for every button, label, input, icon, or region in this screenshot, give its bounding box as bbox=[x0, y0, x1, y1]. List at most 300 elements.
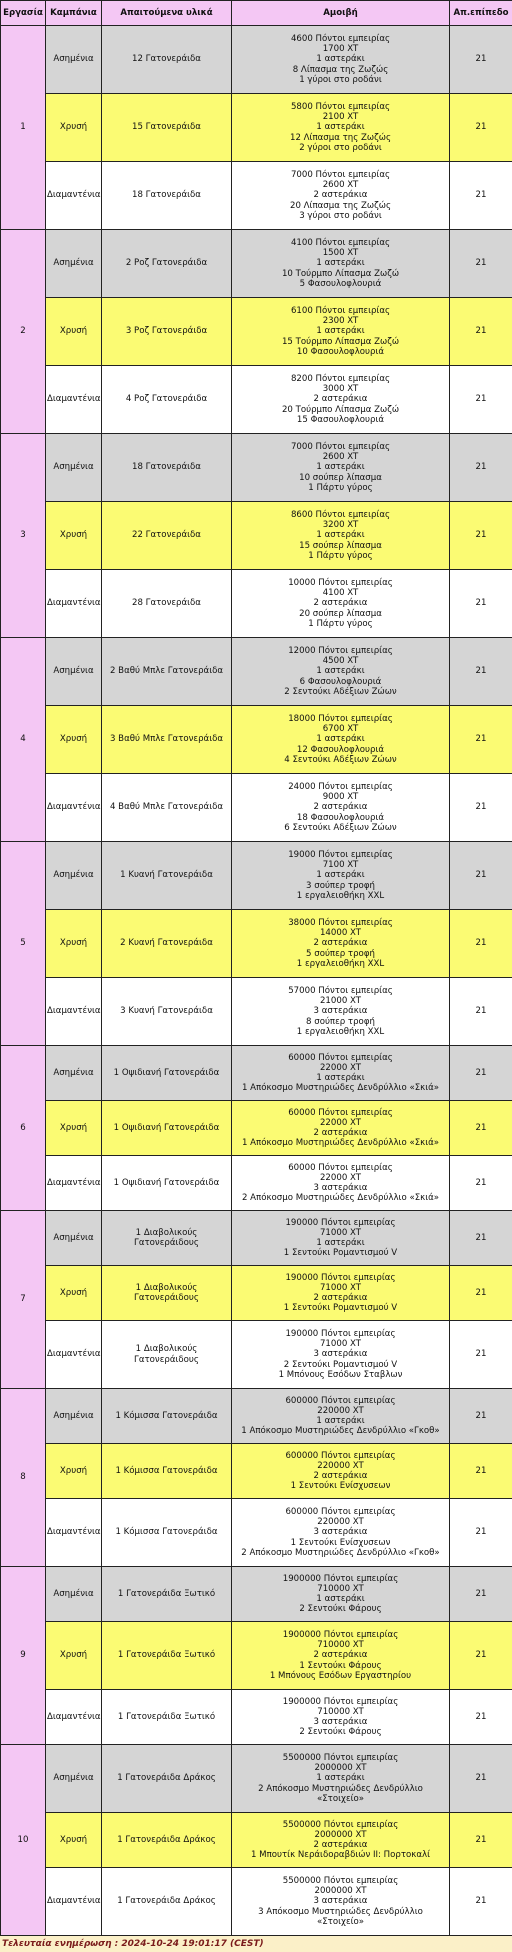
reward-line: 38000 Πόντοι εμπειρίας bbox=[233, 918, 448, 928]
table-row bbox=[1, 1622, 512, 1690]
reward-line: 710000 XT bbox=[233, 1707, 448, 1717]
level-cell: 21 bbox=[450, 366, 512, 434]
header-row bbox=[1, 1, 512, 26]
reward-line: 60000 Πόντοι εμπειρίας bbox=[233, 1108, 448, 1118]
reward-line: 5 σούπερ τροφή bbox=[233, 949, 448, 959]
table-row bbox=[1, 1444, 512, 1499]
reward-line: 2 αστεράκια bbox=[233, 394, 448, 404]
level-cell: 21 bbox=[450, 638, 512, 706]
reward-cell bbox=[232, 1389, 450, 1444]
reward-cell bbox=[232, 230, 450, 298]
header-campaign: Καμπάνια bbox=[46, 1, 102, 26]
reward-cell bbox=[232, 1622, 450, 1690]
reward-line: 8 σούπερ τροφή bbox=[233, 1017, 448, 1027]
reward-line: 1 αστεράκι bbox=[233, 54, 448, 64]
task-number: 6 bbox=[1, 1046, 46, 1211]
reward-line: 2 Απόκοσμο Μυστηριώδες Δενδρύλλιο «Σκιά» bbox=[233, 1193, 448, 1203]
reward-cell bbox=[232, 366, 450, 434]
campaign-cell: Χρυσή bbox=[46, 1622, 102, 1690]
reward-line: 3 αστεράκια bbox=[233, 1527, 448, 1537]
reward-line: 1 Σεντούκι Φάρους bbox=[233, 1661, 448, 1671]
campaign-cell: Ασημένια bbox=[46, 26, 102, 94]
reward-line: 6100 Πόντοι εμπειρίας bbox=[233, 306, 448, 316]
campaign-cell: Χρυσή bbox=[46, 1101, 102, 1156]
table-row bbox=[1, 1321, 512, 1389]
reward-cell bbox=[232, 502, 450, 570]
reward-line: 1 αστεράκι bbox=[233, 462, 448, 472]
reward-line: 60000 Πόντοι εμπειρίας bbox=[233, 1163, 448, 1173]
reward-cell bbox=[232, 1266, 450, 1321]
campaign-cell: Ασημένια bbox=[46, 842, 102, 910]
reward-line: 1 αστεράκι bbox=[233, 1416, 448, 1426]
reward-line: 1 Σεντούκι Ρομαντισμού V bbox=[233, 1248, 448, 1258]
table-row bbox=[1, 706, 512, 774]
table-row bbox=[1, 1690, 512, 1745]
materials-cell: 18 Γατονεράιδα bbox=[102, 434, 232, 502]
reward-line: 10 Φασουλοφλουριά bbox=[233, 347, 448, 357]
reward-line: 6 Σεντούκι Αδέξιων Ζώων bbox=[233, 823, 448, 833]
reward-line: 220000 XT bbox=[233, 1461, 448, 1471]
reward-line: 6 Φασουλοφλουριά bbox=[233, 677, 448, 687]
reward-line: 190000 Πόντοι εμπειρίας bbox=[233, 1273, 448, 1283]
materials-cell: 1 Γατονεράιδα Ξωτικό bbox=[102, 1622, 232, 1690]
task-number: 7 bbox=[1, 1211, 46, 1389]
materials-cell: 12 Γατονεράιδα bbox=[102, 26, 232, 94]
campaign-cell: Ασημένια bbox=[46, 638, 102, 706]
reward-line: 1900000 Πόντοι εμπειρίας bbox=[233, 1697, 448, 1707]
level-cell: 21 bbox=[450, 1745, 512, 1813]
campaign-cell: Χρυσή bbox=[46, 1813, 102, 1868]
reward-line: 10 σούπερ λίπασμα bbox=[233, 473, 448, 483]
reward-line: 710000 XT bbox=[233, 1584, 448, 1594]
reward-line: 4 Σεντούκι Αδέξιων Ζώων bbox=[233, 755, 448, 765]
reward-line: 1900000 Πόντοι εμπειρίας bbox=[233, 1574, 448, 1584]
reward-line: 7100 XT bbox=[233, 860, 448, 870]
header-reward: Αμοιβή bbox=[232, 1, 450, 26]
reward-line: 5500000 Πόντοι εμπειρίας bbox=[233, 1876, 448, 1886]
reward-line: 600000 Πόντοι εμπειρίας bbox=[233, 1396, 448, 1406]
reward-cell bbox=[232, 1813, 450, 1868]
reward-line: 1 αστεράκι bbox=[233, 870, 448, 880]
reward-cell bbox=[232, 774, 450, 842]
reward-line: 18 Φασουλοφλουριά bbox=[233, 813, 448, 823]
reward-line: 600000 Πόντοι εμπειρίας bbox=[233, 1507, 448, 1517]
reward-line: 15 Τούρμπο Λίπασμα Ζωζώ bbox=[233, 337, 448, 347]
campaign-cell: Διαμαντένια bbox=[46, 978, 102, 1046]
quest-table-body bbox=[1, 26, 512, 1936]
reward-line: 2 Σεντούκι Ρομαντισμού V bbox=[233, 1360, 448, 1370]
reward-line: 1 Σεντούκι Ενίσχυσεων bbox=[233, 1481, 448, 1491]
materials-cell: 1 Γατονεράιδα Δράκος bbox=[102, 1868, 232, 1936]
task-number: 1 bbox=[1, 26, 46, 230]
table-row bbox=[1, 1567, 512, 1622]
level-cell: 21 bbox=[450, 1321, 512, 1389]
campaign-cell: Διαμαντένια bbox=[46, 1868, 102, 1936]
table-row bbox=[1, 1868, 512, 1936]
task-number: 5 bbox=[1, 842, 46, 1046]
materials-cell: 1 Γατονεράιδα Ξωτικό bbox=[102, 1690, 232, 1745]
materials-cell: 1 Διαβολικούς Γατονεράιδους bbox=[102, 1211, 232, 1266]
level-cell: 21 bbox=[450, 1499, 512, 1567]
level-cell: 21 bbox=[450, 1156, 512, 1211]
task-number: 4 bbox=[1, 638, 46, 842]
level-cell: 21 bbox=[450, 1567, 512, 1622]
materials-cell: 1 Κόμισσα Γατονεράιδα bbox=[102, 1444, 232, 1499]
reward-cell bbox=[232, 978, 450, 1046]
reward-cell bbox=[232, 1444, 450, 1499]
level-cell: 21 bbox=[450, 842, 512, 910]
reward-line: 1 Μπόνους Εσόδων Σταβλων bbox=[233, 1370, 448, 1380]
table-row bbox=[1, 1745, 512, 1813]
task-number: 10 bbox=[1, 1745, 46, 1936]
reward-line: 3 Απόκοσμο Μυστηριώδες Δενδρύλλιο bbox=[233, 1907, 448, 1917]
reward-line: 1 Απόκοσμο Μυστηριώδες Δενδρύλλιο «Σκιά» bbox=[233, 1138, 448, 1148]
level-cell: 21 bbox=[450, 26, 512, 94]
last-updated: Τελευταία ενημέρωση : 2024-10-24 19:01:17 (CEST) bbox=[0, 1936, 512, 1952]
table-row bbox=[1, 1101, 512, 1156]
reward-cell bbox=[232, 842, 450, 910]
materials-cell: 1 Διαβολικούς Γατονεράιδους bbox=[102, 1266, 232, 1321]
materials-cell: 3 Βαθύ Μπλε Γατονεράιδα bbox=[102, 706, 232, 774]
reward-line: 5500000 Πόντοι εμπειρίας bbox=[233, 1753, 448, 1763]
reward-cell bbox=[232, 570, 450, 638]
level-cell: 21 bbox=[450, 1046, 512, 1101]
reward-line: 2 γύροι στο ροδάνι bbox=[233, 143, 448, 153]
level-cell: 21 bbox=[450, 774, 512, 842]
reward-line: 22000 XT bbox=[233, 1063, 448, 1073]
reward-line: 1500 XT bbox=[233, 248, 448, 258]
materials-cell: 1 Διαβολικούς Γατονεράιδους bbox=[102, 1321, 232, 1389]
materials-cell: 18 Γατονεράιδα bbox=[102, 162, 232, 230]
reward-line: 4600 Πόντοι εμπειρίας bbox=[233, 34, 448, 44]
reward-line: 20 σούπερ λίπασμα bbox=[233, 609, 448, 619]
table-row bbox=[1, 638, 512, 706]
reward-line: 15 σούπερ λίπασμα bbox=[233, 541, 448, 551]
reward-line: 1 αστεράκι bbox=[233, 734, 448, 744]
campaign-cell: Χρυσή bbox=[46, 910, 102, 978]
table-row bbox=[1, 842, 512, 910]
table-row bbox=[1, 502, 512, 570]
reward-line: 1 αστεράκι bbox=[233, 122, 448, 132]
campaign-cell: Ασημένια bbox=[46, 230, 102, 298]
level-cell: 21 bbox=[450, 1444, 512, 1499]
reward-line: 1 αστεράκι bbox=[233, 666, 448, 676]
level-cell: 21 bbox=[450, 1266, 512, 1321]
level-cell: 21 bbox=[450, 978, 512, 1046]
table-row bbox=[1, 570, 512, 638]
reward-line: 2000000 XT bbox=[233, 1763, 448, 1773]
reward-line: 3 αστεράκια bbox=[233, 1006, 448, 1016]
reward-line: 20 Τούρμπο Λίπασμα Ζωζώ bbox=[233, 405, 448, 415]
reward-line: 8 Λίπασμα της Ζωζώς bbox=[233, 65, 448, 75]
reward-line: 1 Μπόνους Εσόδων Εργαστηρίου bbox=[233, 1671, 448, 1681]
header-task: Εργασία bbox=[1, 1, 46, 26]
level-cell: 21 bbox=[450, 1813, 512, 1868]
table-row bbox=[1, 434, 512, 502]
table-row bbox=[1, 910, 512, 978]
reward-cell bbox=[232, 1690, 450, 1745]
reward-line: 3000 XT bbox=[233, 384, 448, 394]
reward-line: 12 Λίπασμα της Ζωζώς bbox=[233, 133, 448, 143]
materials-cell: 1 Κόμισσα Γατονεράιδα bbox=[102, 1389, 232, 1444]
reward-line: 2000000 XT bbox=[233, 1830, 448, 1840]
reward-line: 7000 Πόντοι εμπειρίας bbox=[233, 170, 448, 180]
reward-line: 1 Πάρτυ γύρος bbox=[233, 551, 448, 561]
reward-line: «Στοιχείο» bbox=[233, 1917, 448, 1927]
campaign-cell: Χρυσή bbox=[46, 502, 102, 570]
reward-line: 19000 Πόντοι εμπειρίας bbox=[233, 850, 448, 860]
level-cell: 21 bbox=[450, 502, 512, 570]
reward-line: 1 Μπουτίκ Νεράιδοραβδιών ΙΙ: Πορτοκαλί bbox=[233, 1850, 448, 1860]
materials-cell: 1 Γατονεράιδα Δράκος bbox=[102, 1813, 232, 1868]
reward-line: 220000 XT bbox=[233, 1517, 448, 1527]
reward-line: 2 Απόκοσμο Μυστηριώδες Δενδρύλλιο bbox=[233, 1784, 448, 1794]
reward-cell bbox=[232, 298, 450, 366]
reward-line: 10000 Πόντοι εμπειρίας bbox=[233, 578, 448, 588]
reward-line: 2 αστεράκια bbox=[233, 1293, 448, 1303]
reward-line: 2000000 XT bbox=[233, 1886, 448, 1896]
reward-line: 12000 Πόντοι εμπειρίας bbox=[233, 646, 448, 656]
reward-line: 8600 Πόντοι εμπειρίας bbox=[233, 510, 448, 520]
reward-line: 2 Σεντούκι Φάρους bbox=[233, 1604, 448, 1614]
campaign-cell: Ασημένια bbox=[46, 1567, 102, 1622]
task-number: 8 bbox=[1, 1389, 46, 1567]
reward-line: 2600 XT bbox=[233, 452, 448, 462]
reward-cell bbox=[232, 1745, 450, 1813]
campaign-cell: Ασημένια bbox=[46, 1745, 102, 1813]
reward-line: 71000 XT bbox=[233, 1339, 448, 1349]
level-cell: 21 bbox=[450, 1868, 512, 1936]
reward-line: 3200 XT bbox=[233, 520, 448, 530]
materials-cell: 1 Γατονεράιδα Ξωτικό bbox=[102, 1567, 232, 1622]
reward-line: 2600 XT bbox=[233, 180, 448, 190]
reward-line: 7000 Πόντοι εμπειρίας bbox=[233, 442, 448, 452]
reward-line: 3 αστεράκια bbox=[233, 1896, 448, 1906]
materials-cell: 2 Ροζ Γατονεράιδα bbox=[102, 230, 232, 298]
level-cell: 21 bbox=[450, 434, 512, 502]
reward-line: 1 αστεράκι bbox=[233, 326, 448, 336]
materials-cell: 1 Κυανή Γατονεράιδα bbox=[102, 842, 232, 910]
reward-cell bbox=[232, 1499, 450, 1567]
reward-line: 9000 XT bbox=[233, 792, 448, 802]
reward-line: 220000 XT bbox=[233, 1406, 448, 1416]
reward-line: 4100 XT bbox=[233, 588, 448, 598]
campaign-cell: Ασημένια bbox=[46, 1046, 102, 1101]
materials-cell: 4 Βαθύ Μπλε Γατονεράιδα bbox=[102, 774, 232, 842]
reward-line: 3 σούπερ τροφή bbox=[233, 881, 448, 891]
table-row bbox=[1, 1211, 512, 1266]
level-cell: 21 bbox=[450, 706, 512, 774]
campaign-cell: Διαμαντένια bbox=[46, 1321, 102, 1389]
reward-line: 15 Φασουλοφλουριά bbox=[233, 415, 448, 425]
reward-line: 1 Σεντούκι Ενίσχυσεων bbox=[233, 1538, 448, 1548]
reward-cell bbox=[232, 1321, 450, 1389]
table-row bbox=[1, 1266, 512, 1321]
reward-line: 1 αστεράκι bbox=[233, 1773, 448, 1783]
reward-line: 1 αστεράκι bbox=[233, 1594, 448, 1604]
table-row bbox=[1, 1156, 512, 1211]
materials-cell: 3 Ροζ Γατονεράιδα bbox=[102, 298, 232, 366]
task-number: 2 bbox=[1, 230, 46, 434]
reward-line: 3 αστεράκια bbox=[233, 1349, 448, 1359]
reward-line: 12 Φασουλοφλουριά bbox=[233, 745, 448, 755]
reward-cell bbox=[232, 1101, 450, 1156]
materials-cell: 3 Κυανή Γατονεράιδα bbox=[102, 978, 232, 1046]
reward-line: «Στοιχείο» bbox=[233, 1794, 448, 1804]
reward-line: 2 Σεντούκι Αδέξιων Ζώων bbox=[233, 687, 448, 697]
reward-line: 4500 XT bbox=[233, 656, 448, 666]
reward-line: 3 γύροι στο ροδάνι bbox=[233, 211, 448, 221]
reward-line: 8200 Πόντοι εμπειρίας bbox=[233, 374, 448, 384]
table-row bbox=[1, 366, 512, 434]
materials-cell: 2 Βαθύ Μπλε Γατονεράιδα bbox=[102, 638, 232, 706]
reward-line: 1700 XT bbox=[233, 44, 448, 54]
reward-line: 1 αστεράκι bbox=[233, 1073, 448, 1083]
reward-line: 1 Σεντούκι Ρομαντισμού V bbox=[233, 1303, 448, 1313]
reward-line: 1 γύροι στο ροδάνι bbox=[233, 75, 448, 85]
reward-line: 2 αστεράκια bbox=[233, 1471, 448, 1481]
reward-line: 1 εργαλειοθήκη XXL bbox=[233, 959, 448, 969]
reward-line: 22000 XT bbox=[233, 1173, 448, 1183]
reward-line: 2 αστεράκια bbox=[233, 938, 448, 948]
reward-line: 1 Απόκοσμο Μυστηριώδες Δενδρύλλιο «Σκιά» bbox=[233, 1083, 448, 1093]
task-number: 3 bbox=[1, 434, 46, 638]
reward-cell bbox=[232, 1046, 450, 1101]
reward-line: 1 αστεράκι bbox=[233, 258, 448, 268]
materials-cell: 22 Γατονεράιδα bbox=[102, 502, 232, 570]
reward-line: 190000 Πόντοι εμπειρίας bbox=[233, 1218, 448, 1228]
materials-cell: 1 Οψιδιανή Γατονεράιδα bbox=[102, 1046, 232, 1101]
reward-line: 2 αστεράκια bbox=[233, 802, 448, 812]
reward-line: 60000 Πόντοι εμπειρίας bbox=[233, 1053, 448, 1063]
table-row bbox=[1, 1813, 512, 1868]
reward-line: 2 αστεράκια bbox=[233, 598, 448, 608]
reward-line: 3 αστεράκια bbox=[233, 1717, 448, 1727]
reward-line: 2 αστεράκια bbox=[233, 1840, 448, 1850]
reward-line: 2 Σεντούκι Φάρους bbox=[233, 1727, 448, 1737]
level-cell: 21 bbox=[450, 1101, 512, 1156]
campaign-cell: Ασημένια bbox=[46, 1389, 102, 1444]
materials-cell: 15 Γατονεράιδα bbox=[102, 94, 232, 162]
level-cell: 21 bbox=[450, 298, 512, 366]
reward-line: 4100 Πόντοι εμπειρίας bbox=[233, 238, 448, 248]
reward-line: 5500000 Πόντοι εμπειρίας bbox=[233, 1820, 448, 1830]
reward-cell bbox=[232, 638, 450, 706]
header-level: Απ.επίπεδο bbox=[450, 1, 512, 26]
level-cell: 21 bbox=[450, 230, 512, 298]
campaign-cell: Διαμαντένια bbox=[46, 1690, 102, 1745]
reward-line: 1900000 Πόντοι εμπειρίας bbox=[233, 1630, 448, 1640]
table-row bbox=[1, 94, 512, 162]
reward-line: 600000 Πόντοι εμπειρίας bbox=[233, 1451, 448, 1461]
campaign-cell: Ασημένια bbox=[46, 1211, 102, 1266]
level-cell: 21 bbox=[450, 162, 512, 230]
reward-line: 2100 XT bbox=[233, 112, 448, 122]
reward-line: 10 Τούρμπο Λίπασμα Ζωζώ bbox=[233, 269, 448, 279]
materials-cell: 1 Γατονεράιδα Δράκος bbox=[102, 1745, 232, 1813]
reward-line: 2300 XT bbox=[233, 316, 448, 326]
reward-line: 1 Πάρτυ γύρος bbox=[233, 619, 448, 629]
level-cell: 21 bbox=[450, 1389, 512, 1444]
materials-cell: 1 Οψιδιανή Γατονεράιδα bbox=[102, 1156, 232, 1211]
table-row bbox=[1, 162, 512, 230]
task-number: 9 bbox=[1, 1567, 46, 1745]
table-row bbox=[1, 1389, 512, 1444]
campaign-cell: Διαμαντένια bbox=[46, 570, 102, 638]
reward-line: 1 εργαλειοθήκη XXL bbox=[233, 891, 448, 901]
materials-cell: 4 Ροζ Γατονεράιδα bbox=[102, 366, 232, 434]
campaign-cell: Διαμαντένια bbox=[46, 366, 102, 434]
reward-line: 2 αστεράκια bbox=[233, 1650, 448, 1660]
campaign-cell: Ασημένια bbox=[46, 434, 102, 502]
reward-cell bbox=[232, 910, 450, 978]
reward-line: 71000 XT bbox=[233, 1283, 448, 1293]
campaign-cell: Χρυσή bbox=[46, 94, 102, 162]
table-row bbox=[1, 978, 512, 1046]
table-row bbox=[1, 230, 512, 298]
reward-line: 2 αστεράκια bbox=[233, 190, 448, 200]
level-cell: 21 bbox=[450, 910, 512, 978]
materials-cell: 28 Γατονεράιδα bbox=[102, 570, 232, 638]
reward-line: 3 αστεράκια bbox=[233, 1183, 448, 1193]
reward-cell bbox=[232, 26, 450, 94]
reward-cell bbox=[232, 706, 450, 774]
reward-line: 22000 XT bbox=[233, 1118, 448, 1128]
level-cell: 21 bbox=[450, 1211, 512, 1266]
reward-line: 6700 XT bbox=[233, 724, 448, 734]
reward-line: 1 αστεράκι bbox=[233, 1238, 448, 1248]
reward-line: 71000 XT bbox=[233, 1228, 448, 1238]
table-row bbox=[1, 298, 512, 366]
reward-line: 2 Απόκοσμο Μυστηριώδες Δενδρύλλιο «Γκοθ» bbox=[233, 1548, 448, 1558]
reward-line: 1 Πάρτυ γύρος bbox=[233, 483, 448, 493]
campaign-cell: Διαμαντένια bbox=[46, 162, 102, 230]
table-row bbox=[1, 774, 512, 842]
reward-cell bbox=[232, 1868, 450, 1936]
table-row bbox=[1, 26, 512, 94]
table-row bbox=[1, 1046, 512, 1101]
reward-cell bbox=[232, 434, 450, 502]
reward-line: 1 αστεράκι bbox=[233, 530, 448, 540]
reward-line: 190000 Πόντοι εμπειρίας bbox=[233, 1329, 448, 1339]
level-cell: 21 bbox=[450, 94, 512, 162]
reward-line: 710000 XT bbox=[233, 1640, 448, 1650]
level-cell: 21 bbox=[450, 570, 512, 638]
reward-line: 1 Απόκοσμο Μυστηριώδες Δενδρύλλιο «Γκοθ» bbox=[233, 1426, 448, 1436]
reward-line: 57000 Πόντοι εμπειρίας bbox=[233, 986, 448, 996]
campaign-cell: Χρυσή bbox=[46, 1444, 102, 1499]
level-cell: 21 bbox=[450, 1690, 512, 1745]
campaign-cell: Χρυσή bbox=[46, 1266, 102, 1321]
header-materials: Απαιτούμενα υλικά bbox=[102, 1, 232, 26]
reward-line: 5800 Πόντοι εμπειρίας bbox=[233, 102, 448, 112]
materials-cell: 1 Οψιδιανή Γατονεράιδα bbox=[102, 1101, 232, 1156]
reward-cell bbox=[232, 1567, 450, 1622]
reward-line: 2 αστεράκια bbox=[233, 1128, 448, 1138]
reward-cell bbox=[232, 162, 450, 230]
reward-line: 5 Φασουλοφλουριά bbox=[233, 279, 448, 289]
reward-line: 18000 Πόντοι εμπειρίας bbox=[233, 714, 448, 724]
campaign-cell: Χρυσή bbox=[46, 706, 102, 774]
campaign-cell: Διαμαντένια bbox=[46, 774, 102, 842]
campaign-cell: Διαμαντένια bbox=[46, 1156, 102, 1211]
reward-line: 20 Λίπασμα της Ζωζώς bbox=[233, 201, 448, 211]
campaign-cell: Διαμαντένια bbox=[46, 1499, 102, 1567]
reward-cell bbox=[232, 1211, 450, 1266]
reward-cell bbox=[232, 94, 450, 162]
table-row bbox=[1, 1499, 512, 1567]
reward-cell bbox=[232, 1156, 450, 1211]
